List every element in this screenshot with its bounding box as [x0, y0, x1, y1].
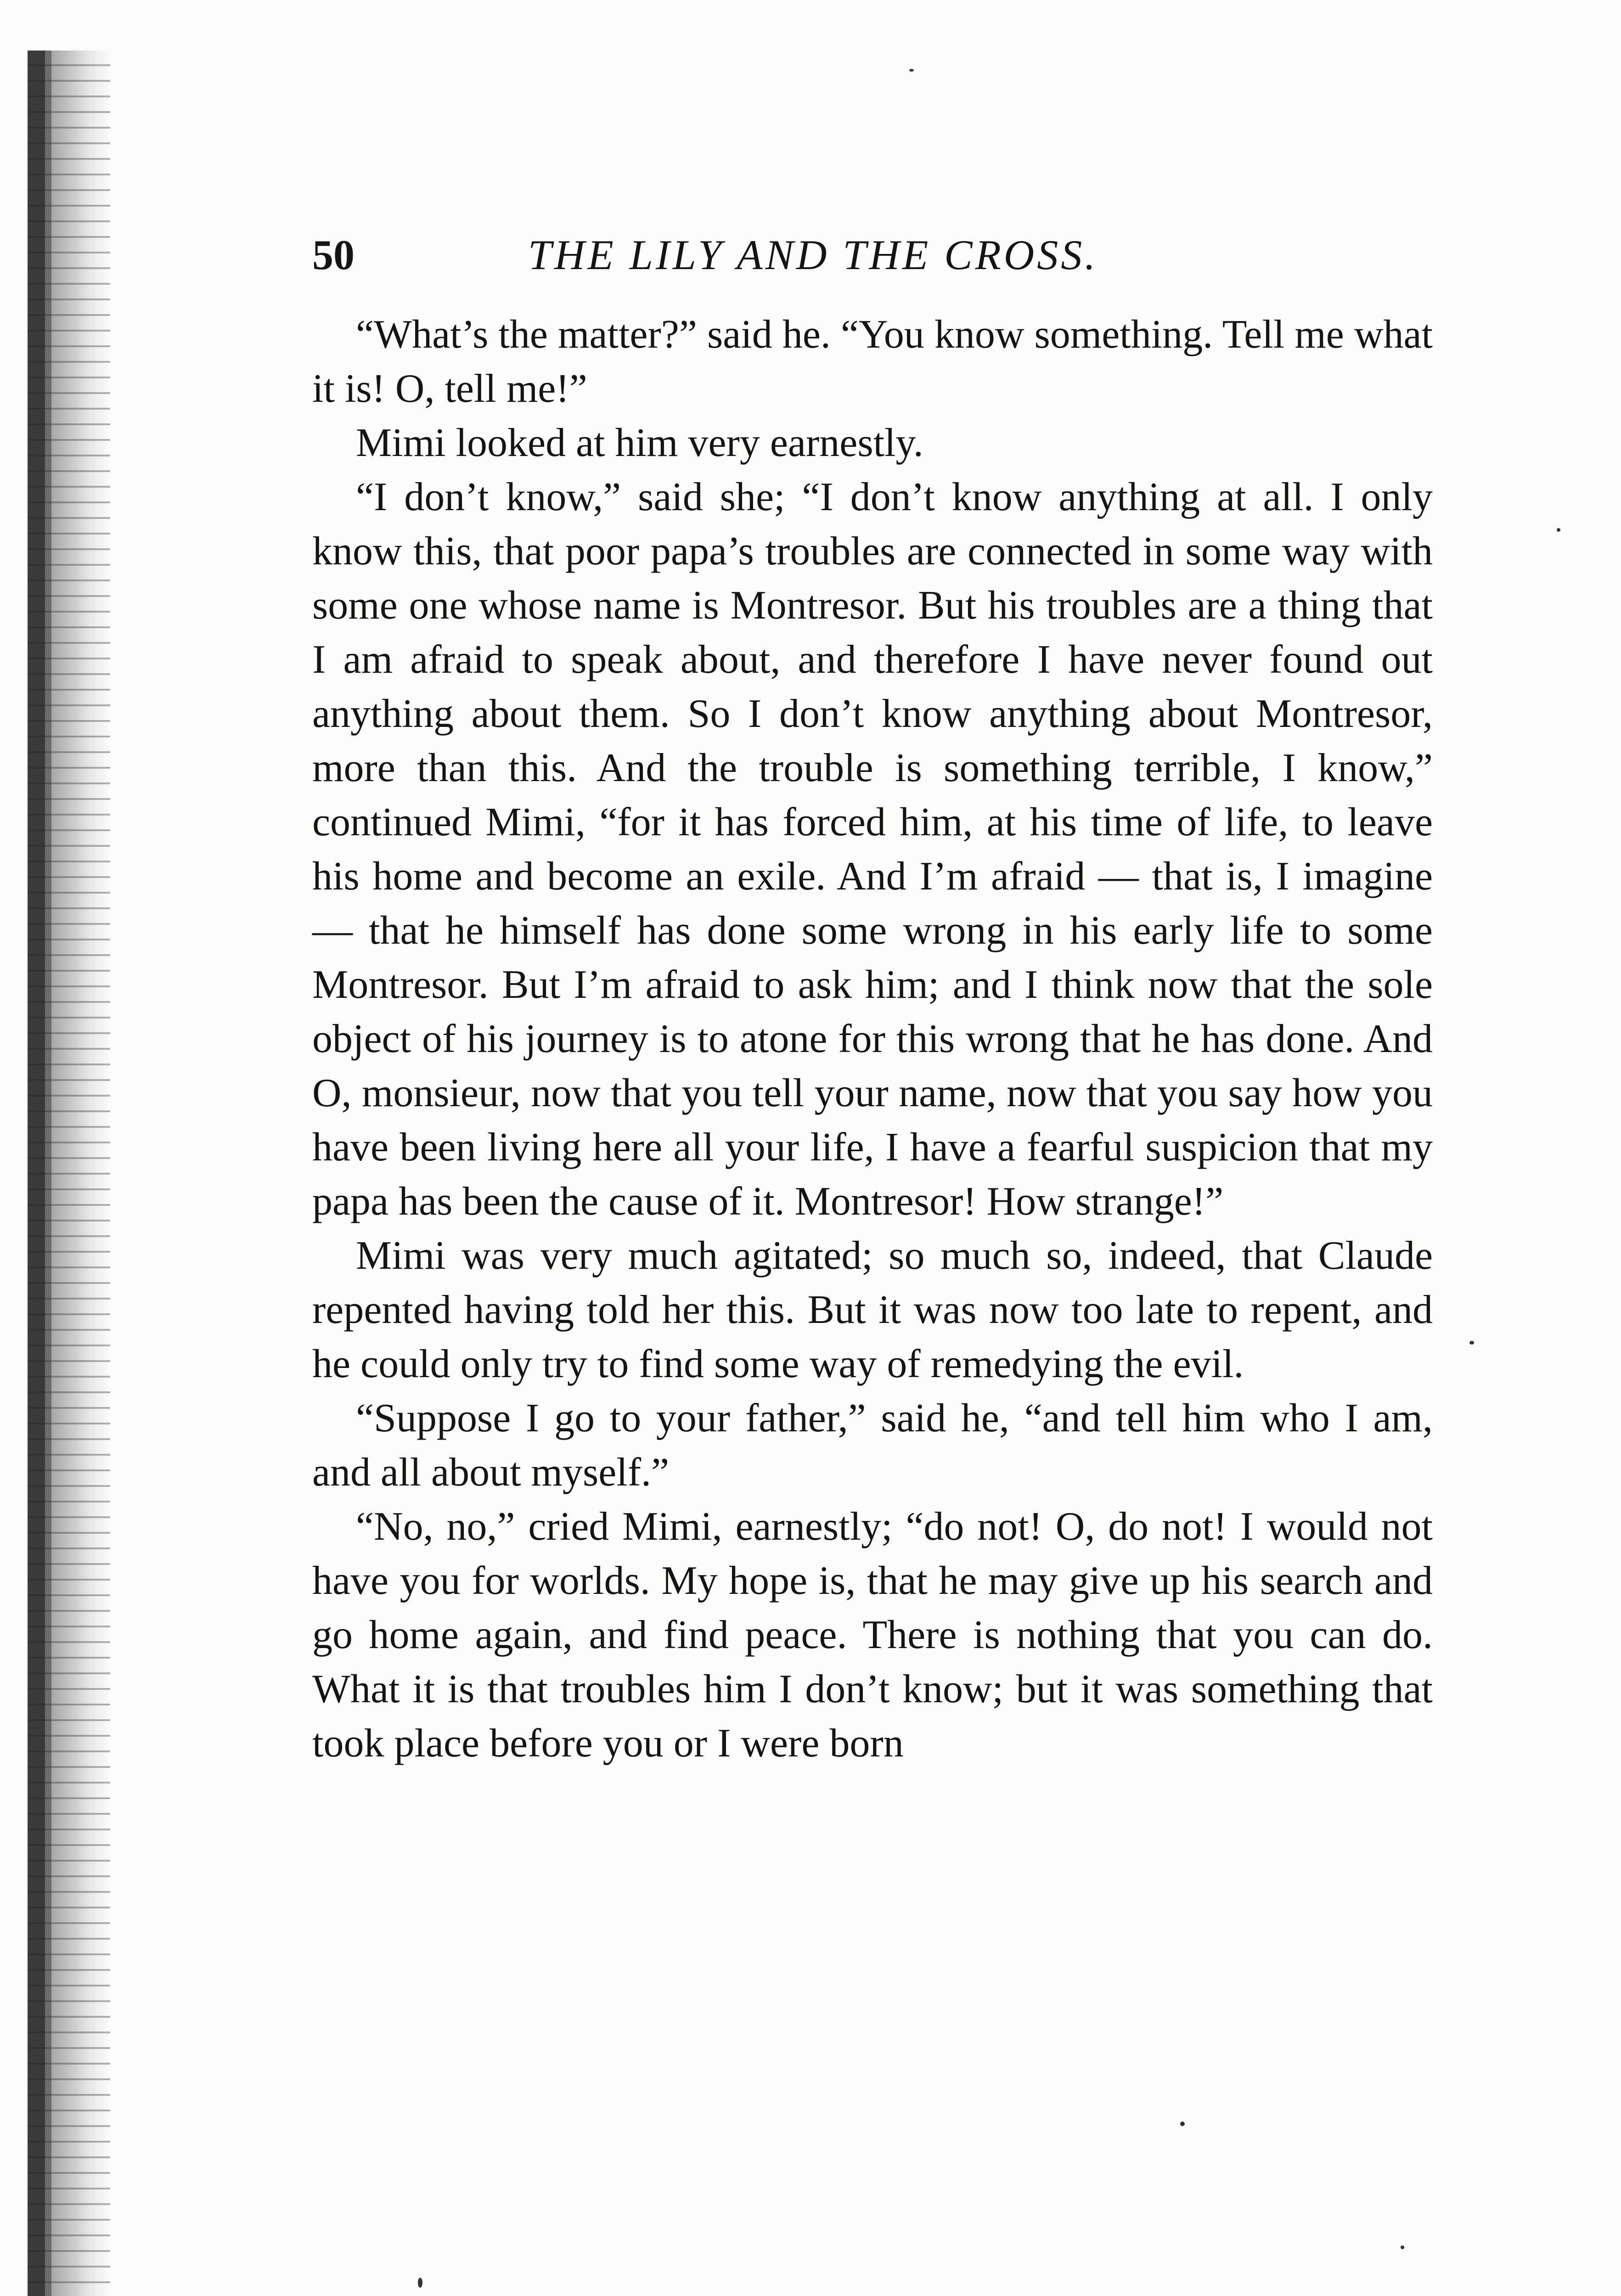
page-binding-edge	[28, 51, 110, 2296]
page-number: 50	[312, 231, 355, 278]
ink-speck	[1180, 2122, 1185, 2126]
running-title: THE LILY AND THE CROSS.	[528, 231, 1098, 278]
paragraph: “No, no,” cried Mimi, earnestly; “do not! O, do not! I would not have you for worlds. My hope is, that he may give up his search and go home again, and find peace. There is nothing that you can do. What it is that troubles him I don’t know; but it was something that took place before you or I were born	[312, 1504, 1433, 1766]
paragraph: “I don’t know,” said she; “I don’t know anything at all. I only know this, that poor papa’s troubles are connected in some way with some one whose name is Montresor. But his troubles are a thing that I am afraid to speak about, and therefore I have never found out anything about them. So I don’t know anything about Montresor, more than this. And the trouble is something terrible, I know,” continued Mimi, “for it has forced him, at his time of life, to leave his home and become an exile. And I’m afraid — that is, I imagine — that he himself has done some wrong in his early life to some Montresor. But I’m afraid to ask him; and I think now that the sole object of his journey is to atone for this wrong that he has done. And O, monsieur, now that you tell your name, now that you say how you have been living here all your life, I have a fearful suspicion that my papa has been the cause of it. Montresor! How strange!”	[312, 475, 1433, 1224]
book-page	[312, 225, 1433, 1771]
body-text	[312, 308, 1433, 1771]
ink-speck	[909, 69, 914, 72]
paragraph: “Suppose I go to your father,” said he, “and tell him who I am, and all about myself.”	[312, 1396, 1433, 1495]
page-header	[312, 225, 1433, 285]
paragraph: Mimi was very much agitated; so much so, indeed, that Claude repented having told her this. But it was now too late to repent, and he could only try to find some way of remedying the evil.	[312, 1233, 1433, 1386]
ink-speck	[1401, 2245, 1404, 2249]
ink-speck	[418, 2278, 422, 2288]
paragraph: Mimi looked at him very earnestly.	[356, 421, 923, 465]
ink-speck	[1557, 528, 1560, 532]
paragraph: “What’s the matter?” said he. “You know something. Tell me what it is! O, tell me!”	[312, 312, 1433, 411]
ink-speck	[1469, 1341, 1474, 1345]
